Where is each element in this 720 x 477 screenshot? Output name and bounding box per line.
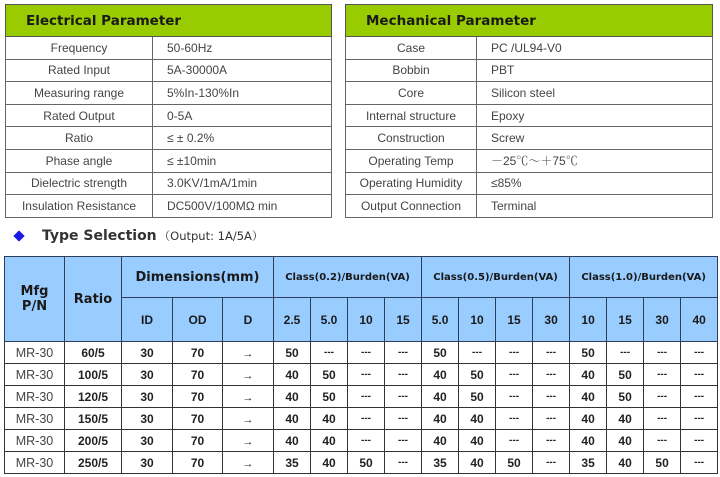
mechanical-param-name: Core [346, 82, 477, 105]
electrical-param-value: DC500V/100MΩ min [153, 195, 332, 218]
cell-c02-burden: 40 [274, 386, 311, 408]
cell-c05-burden: 40 [422, 364, 459, 386]
table-row [5, 408, 718, 430]
header-ratio: Ratio [65, 257, 122, 342]
mechanical-row [346, 149, 713, 172]
cell-mfg-pn: MR-30 [5, 342, 65, 364]
cell-c10-burden: 40 [607, 452, 644, 474]
cell-c10-burden: --- [681, 430, 718, 452]
cell-c10-burden: 50 [607, 364, 644, 386]
mechanical-param-name: Operating Humidity [346, 172, 477, 195]
cell-c10-burden: 35 [570, 452, 607, 474]
mechanical-row [346, 195, 713, 218]
table-row [5, 430, 718, 452]
cell-ratio: 150/5 [65, 408, 122, 430]
cell-c10-burden: 40 [570, 430, 607, 452]
cell-c02-burden: --- [348, 364, 385, 386]
cell-od: 70 [173, 386, 223, 408]
mechanical-param-value: PC /UL94-V0 [477, 37, 713, 60]
header-class02-col: 10 [348, 298, 385, 342]
electrical-row [6, 195, 332, 218]
cell-d [223, 430, 274, 452]
cell-id: 30 [122, 430, 173, 452]
mechanical-row [346, 127, 713, 150]
cell-ratio: 200/5 [65, 430, 122, 452]
cell-c10-burden: --- [644, 408, 681, 430]
header-class05-col: 5.0 [422, 298, 459, 342]
arrow-right-icon: → [242, 391, 254, 404]
cell-c02-burden: --- [385, 452, 422, 474]
cell-c02-burden: --- [385, 386, 422, 408]
cell-c02-burden: 50 [311, 386, 348, 408]
cell-c05-burden: 50 [496, 452, 533, 474]
mechanical-param-value: Terminal [477, 195, 713, 218]
cell-c10-burden: 40 [570, 364, 607, 386]
header-class10-col: 40 [681, 298, 718, 342]
electrical-row [6, 59, 332, 82]
cell-c05-burden: --- [533, 386, 570, 408]
mechanical-param-value: Epoxy [477, 104, 713, 127]
cell-c10-burden: 50 [607, 386, 644, 408]
cell-od: 70 [173, 430, 223, 452]
mechanical-row [346, 82, 713, 105]
electrical-row [6, 37, 332, 60]
header-class02-col: 2.5 [274, 298, 311, 342]
mechanical-param-name: Bobbin [346, 59, 477, 82]
cell-c10-burden: 50 [644, 452, 681, 474]
cell-c10-burden: --- [644, 430, 681, 452]
cell-c05-burden: --- [496, 408, 533, 430]
electrical-param-name: Insulation Resistance [6, 195, 153, 218]
mechanical-param-value: Silicon steel [477, 82, 713, 105]
cell-c05-burden: 35 [422, 452, 459, 474]
electrical-param-name: Ratio [6, 127, 153, 150]
cell-c02-burden: --- [348, 342, 385, 364]
header-class02-col: 5.0 [311, 298, 348, 342]
cell-c02-burden: --- [311, 342, 348, 364]
cell-ratio: 250/5 [65, 452, 122, 474]
arrow-right-icon: → [242, 435, 254, 448]
mechanical-param-name: Internal structure [346, 104, 477, 127]
cell-id: 30 [122, 452, 173, 474]
cell-ratio: 60/5 [65, 342, 122, 364]
electrical-param-name: Dielectric strength [6, 172, 153, 195]
cell-c10-burden: --- [607, 342, 644, 364]
cell-c02-burden: --- [385, 364, 422, 386]
electrical-param-name: Frequency [6, 37, 153, 60]
cell-c05-burden: 40 [422, 408, 459, 430]
cell-d [223, 342, 274, 364]
cell-od: 70 [173, 364, 223, 386]
electrical-row [6, 172, 332, 195]
electrical-row [6, 82, 332, 105]
cell-c02-burden: --- [348, 430, 385, 452]
cell-mfg-pn: MR-30 [5, 430, 65, 452]
cell-c05-burden: --- [496, 430, 533, 452]
electrical-param-value: ≤ ±10min [153, 149, 332, 172]
cell-c10-burden: --- [644, 364, 681, 386]
mechanical-row [346, 104, 713, 127]
cell-c02-burden: --- [385, 430, 422, 452]
mechanical-row [346, 59, 713, 82]
cell-c05-burden: --- [496, 342, 533, 364]
header-class-1-0: Class(1.0)/Burden(VA) [570, 257, 718, 298]
electrical-param-value: 5%In-130%In [153, 82, 332, 105]
mechanical-param-name: Output Connection [346, 195, 477, 218]
table-row [5, 342, 718, 364]
header-dim-col: D [223, 298, 274, 342]
mechanical-param-name: Operating Temp [346, 149, 477, 172]
cell-c02-burden: 40 [274, 364, 311, 386]
electrical-row [6, 104, 332, 127]
cell-c05-burden: --- [533, 430, 570, 452]
cell-c02-burden: 35 [274, 452, 311, 474]
header-pn-label: P/N [21, 299, 48, 314]
cell-c05-burden: 40 [459, 408, 496, 430]
header-mfg-pn [5, 257, 65, 342]
cell-c05-burden: 50 [459, 386, 496, 408]
cell-c02-burden: 40 [311, 452, 348, 474]
cell-c10-burden: 40 [570, 408, 607, 430]
cell-c02-burden: --- [348, 386, 385, 408]
header-dim-col: OD [173, 298, 223, 342]
cell-mfg-pn: MR-30 [5, 408, 65, 430]
header-mfg-label: Mfg [20, 284, 49, 299]
mechanical-parameter-table [345, 4, 713, 218]
cell-d [223, 408, 274, 430]
electrical-param-value: 3.0KV/1mA/1min [153, 172, 332, 195]
header-class10-col: 30 [644, 298, 681, 342]
cell-c05-burden: --- [533, 364, 570, 386]
cell-od: 70 [173, 408, 223, 430]
header-class05-col: 10 [459, 298, 496, 342]
cell-c05-burden: --- [533, 342, 570, 364]
cell-c10-burden: --- [681, 342, 718, 364]
cell-c10-burden: 50 [570, 342, 607, 364]
mechanical-row [346, 37, 713, 60]
cell-c05-burden: --- [496, 364, 533, 386]
electrical-row [6, 127, 332, 150]
cell-c10-burden: --- [644, 386, 681, 408]
electrical-parameter-table [5, 4, 332, 218]
arrow-right-icon: → [242, 413, 254, 426]
cell-c05-burden: 40 [459, 452, 496, 474]
header-class05-col: 15 [496, 298, 533, 342]
cell-c02-burden: 50 [348, 452, 385, 474]
cell-c02-burden: --- [385, 408, 422, 430]
cell-c02-burden: 40 [274, 430, 311, 452]
cell-c10-burden: --- [681, 452, 718, 474]
cell-c10-burden: --- [644, 342, 681, 364]
electrical-param-value: 50-60Hz [153, 37, 332, 60]
type-selection-heading [14, 227, 263, 245]
cell-c05-burden: 40 [459, 430, 496, 452]
type-selection-subtitle: （Output: 1A/5A） [158, 229, 264, 243]
header-dimensions: Dimensions(mm) [122, 257, 274, 298]
header-class02-col: 15 [385, 298, 422, 342]
electrical-param-value: 5A-30000A [153, 59, 332, 82]
cell-c05-burden: --- [459, 342, 496, 364]
cell-c02-burden: --- [385, 342, 422, 364]
mechanical-param-value: Screw [477, 127, 713, 150]
type-selection-table [4, 256, 718, 474]
arrow-right-icon: → [242, 369, 254, 382]
electrical-param-name: Rated Output [6, 104, 153, 127]
cell-ratio: 100/5 [65, 364, 122, 386]
electrical-parameter-title: Electrical Parameter [6, 5, 332, 37]
cell-ratio: 120/5 [65, 386, 122, 408]
cell-c02-burden: 50 [274, 342, 311, 364]
electrical-param-name: Rated Input [6, 59, 153, 82]
cell-d [223, 364, 274, 386]
mechanical-param-name: Case [346, 37, 477, 60]
electrical-param-value: 0-5A [153, 104, 332, 127]
cell-d [223, 452, 274, 474]
electrical-row [6, 149, 332, 172]
cell-mfg-pn: MR-30 [5, 386, 65, 408]
header-class05-col: 30 [533, 298, 570, 342]
table-row [5, 452, 718, 474]
diamond-bullet-icon [13, 230, 24, 241]
cell-c05-burden: --- [533, 408, 570, 430]
header-class10-col: 15 [607, 298, 644, 342]
header-class-0-2: Class(0.2)/Burden(VA) [274, 257, 422, 298]
cell-c05-burden: 50 [459, 364, 496, 386]
mechanical-param-value: －25℃～＋75℃ [477, 149, 713, 172]
electrical-param-name: Measuring range [6, 82, 153, 105]
cell-id: 30 [122, 386, 173, 408]
cell-c10-burden: 40 [570, 386, 607, 408]
cell-c10-burden: 40 [607, 430, 644, 452]
table-row [5, 364, 718, 386]
cell-mfg-pn: MR-30 [5, 452, 65, 474]
mechanical-param-value: PBT [477, 59, 713, 82]
cell-c10-burden: --- [681, 408, 718, 430]
cell-c10-burden: --- [681, 386, 718, 408]
mechanical-param-value: ≤85% [477, 172, 713, 195]
cell-id: 30 [122, 342, 173, 364]
cell-id: 30 [122, 364, 173, 386]
cell-c02-burden: 40 [311, 430, 348, 452]
table-row [5, 386, 718, 408]
cell-c02-burden: 40 [311, 408, 348, 430]
cell-od: 70 [173, 452, 223, 474]
type-selection-title: Type Selection [42, 228, 157, 244]
header-class-0-5: Class(0.5)/Burden(VA) [422, 257, 570, 298]
cell-c05-burden: 40 [422, 430, 459, 452]
cell-mfg-pn: MR-30 [5, 364, 65, 386]
header-dim-col: ID [122, 298, 173, 342]
header-class10-col: 10 [570, 298, 607, 342]
cell-c10-burden: --- [681, 364, 718, 386]
mechanical-param-name: Construction [346, 127, 477, 150]
cell-c05-burden: 40 [422, 386, 459, 408]
cell-c02-burden: --- [348, 408, 385, 430]
electrical-param-value: ≤ ± 0.2% [153, 127, 332, 150]
cell-c05-burden: 50 [422, 342, 459, 364]
cell-c10-burden: 40 [607, 408, 644, 430]
cell-c05-burden: --- [533, 452, 570, 474]
mechanical-parameter-title: Mechanical Parameter [346, 5, 713, 37]
arrow-right-icon: → [242, 457, 254, 470]
cell-c02-burden: 40 [274, 408, 311, 430]
cell-c02-burden: 50 [311, 364, 348, 386]
mechanical-row [346, 172, 713, 195]
arrow-right-icon: → [242, 347, 254, 360]
cell-id: 30 [122, 408, 173, 430]
cell-od: 70 [173, 342, 223, 364]
electrical-param-name: Phase angle [6, 149, 153, 172]
cell-c05-burden: --- [496, 386, 533, 408]
cell-d [223, 386, 274, 408]
